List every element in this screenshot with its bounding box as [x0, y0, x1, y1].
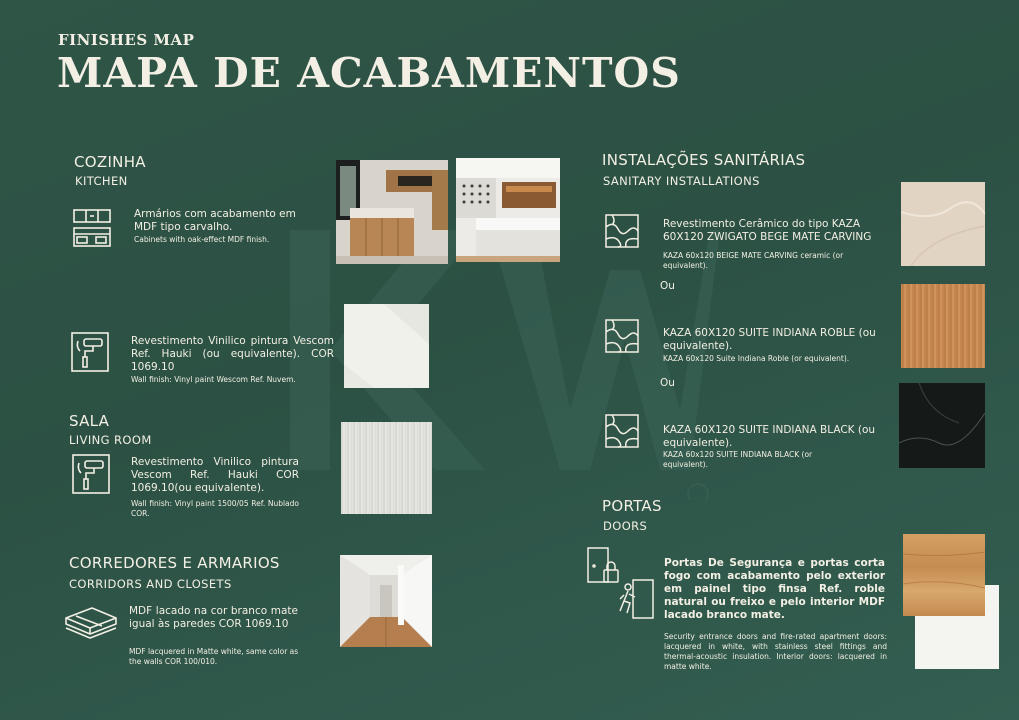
sanitary-title: INSTALAÇÕES SANITÁRIAS — [602, 151, 806, 169]
door-oak-swatch — [903, 534, 985, 616]
doors-title: PORTAS — [602, 497, 662, 515]
sanitary-item2-en: KAZA 60x120 Suite Indiana Roble (or equivalent). — [663, 354, 850, 363]
corridors-item-en: MDF lacquered in Matte white, same color as the walls COR 100/010. — [129, 647, 299, 666]
sanitary-item3-en: KAZA 60x120 SUITE INDIANA BLACK (or equivalent). — [663, 450, 813, 469]
cabinet-icon — [72, 208, 112, 248]
kitchen-title: COZINHA — [74, 153, 146, 171]
paint-roller-icon — [70, 331, 110, 373]
sanitary-item1-en: KAZA 60x120 BEIGE MATE CARVING ceramic (or equivalent). — [663, 251, 844, 270]
sanitary-item1-text: Revestimento Cerâmico do tipo KAZA 60X120 ZWIGATO BEGE MATE CARVING — [663, 218, 872, 243]
kitchen-wall-text: Revestimento Vinilico pintura Vescom Ref. Hauki (ou equivalente). COR 1069.10 — [131, 335, 334, 373]
security-door-icon — [586, 546, 622, 586]
doors-subtitle: DOORS — [603, 519, 648, 533]
sanitary-subtitle: SANITARY INSTALLATIONS — [603, 174, 760, 188]
doors-item-text: Portas De Segurança e portas corta fogo com acabamento pelo exterior em painel tipo finsa Ref. roble natural ou freixo e pelo interior MDF lacado branco mate. — [664, 557, 885, 621]
mdf-panel-icon — [62, 606, 120, 644]
living-wall-en: Wall finish: Vinyl paint 1500/05 Ref. Nublado COR. — [131, 499, 299, 518]
corridors-subtitle: CORRIDORS AND CLOSETS — [69, 577, 232, 591]
corridors-item-text: MDF lacado na cor branco mate igual às paredes COR 1069.10 — [129, 605, 298, 630]
tile-pattern-icon — [604, 413, 640, 449]
sanitary-item2-text: KAZA 60X120 SUITE INDIANA ROBLE (ou equivalente). — [663, 327, 876, 352]
kitchen-subtitle: KITCHEN — [75, 174, 128, 188]
corridors-title: CORREDORES E ARMARIOS — [69, 554, 280, 572]
living-subtitle: LIVING ROOM — [69, 433, 152, 447]
sanitary-or-1: Ou — [660, 280, 675, 292]
header-kicker: FINISHES MAP — [58, 31, 195, 49]
oak-wood-swatch — [901, 284, 985, 368]
kitchen-photo-white — [456, 158, 560, 262]
kitchen-wall-en: Wall finish: Vinyl paint Wescom Ref. Nuvem. — [131, 375, 296, 384]
tile-pattern-icon — [604, 213, 640, 249]
sanitary-item3-text: KAZA 60X120 SUITE INDIANA BLACK (ou equivalente). — [663, 424, 876, 449]
page-title: MAPA DE ACABAMENTOS — [57, 49, 681, 97]
kitchen-photo-oak — [336, 160, 448, 264]
kitchen-wall-swatch — [344, 304, 429, 388]
living-wall-text: Revestimento Vinilico pintura Vescom Ref. Hauki COR 1069.10(ou equivalente). — [131, 456, 299, 494]
tile-pattern-icon — [604, 318, 640, 354]
beige-marble-swatch — [901, 182, 985, 266]
kitchen-item-en: Cabinets with oak-effect MDF finish. — [134, 235, 270, 244]
doors-item-en: Security entrance doors and fire-rated apartment doors: lacquered in white, with stainless steel fittings and thermal-acoustic insulation. Interior doors: lacquered in matte white. — [664, 632, 887, 671]
sanitary-or-2: Ou — [660, 377, 675, 389]
fire-exit-icon — [619, 578, 655, 620]
black-marble-swatch — [899, 383, 985, 468]
paint-roller-icon — [71, 453, 111, 495]
corridor-photo — [340, 555, 432, 647]
kitchen-item-text: Armários com acabamento em MDF tipo carvalho. — [134, 208, 296, 233]
living-wall-swatch — [341, 422, 432, 514]
living-title: SALA — [69, 412, 110, 430]
